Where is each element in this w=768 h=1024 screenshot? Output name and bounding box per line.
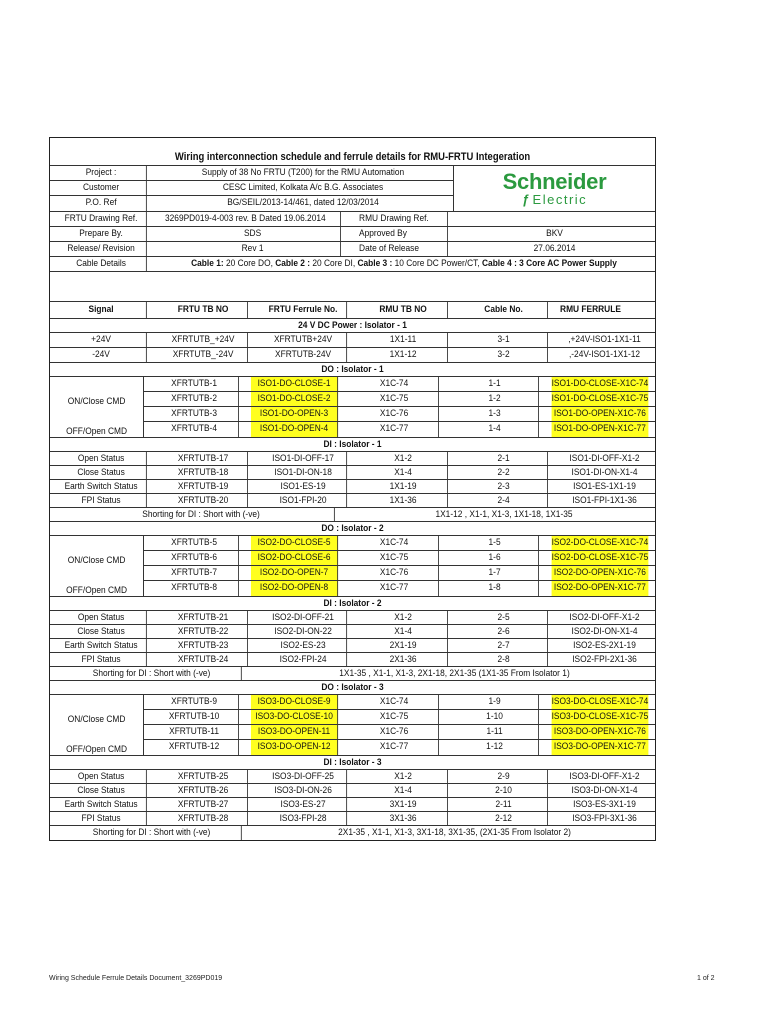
prepare-label: Prepare By. — [56, 227, 147, 241]
on-close-cmd-label: ON/Close CMD — [67, 714, 126, 725]
frtu-tb-cell: XFRTUTB-24 — [159, 653, 248, 666]
frtu-ferrule-cell: ISO2-DI-ON-22 — [260, 625, 347, 638]
table-row — [50, 625, 655, 639]
cable-label: Cable Details — [56, 257, 147, 271]
cable-no-cell: 2-7 — [460, 639, 548, 652]
frtu-drawing-value: 3269PD019-4-003 rev. B Dated 19.06.2014 — [165, 212, 341, 226]
command-labels — [50, 536, 144, 596]
project-row — [50, 166, 453, 181]
frtu-ferrule-cell: ISO1-DO-CLOSE-2 — [251, 392, 338, 406]
rmu-ferrule-cell: ISO2-DI-OFF-X1-2 — [569, 612, 640, 623]
signal-cell: Open Status — [56, 452, 147, 465]
frtu-drawing-label: FRTU Drawing Ref. — [56, 212, 147, 226]
rmu-tb-cell: X1C-77 — [350, 581, 439, 596]
table-row — [144, 695, 655, 710]
signal-cell: FPI Status — [56, 812, 147, 825]
table-row — [50, 494, 655, 508]
frtu-tb-cell: XFRTUTB-18 — [159, 466, 248, 479]
frtu-ferrule-cell: ISO2-DI-OFF-21 — [260, 611, 347, 624]
frtu-ferrule-cell: ISO2-DO-CLOSE-6 — [251, 551, 338, 565]
frtu-tb-cell: XFRTUTB-22 — [159, 625, 248, 638]
frtu-ferrule-cell: ISO3-DO-CLOSE-9 — [251, 695, 338, 709]
cable-no-cell: 2-4 — [460, 494, 548, 507]
logo-electric: Electric — [532, 191, 588, 207]
rmu-ferrule-cell: ISO2-DO-CLOSE-X1C-75 — [551, 552, 649, 563]
rmu-ferrule-cell: ISO1-DI-ON-X1-4 — [571, 467, 638, 478]
frtu-ferrule-cell: XFRTUTB-24V — [260, 348, 347, 362]
signal-cell: Earth Switch Status — [56, 798, 147, 811]
rmu-tb-cell: X1-4 — [359, 466, 448, 479]
cable-no-cell: 1-7 — [451, 566, 539, 580]
frtu-tb-cell: XFRTUTB-27 — [159, 798, 248, 811]
signal-cell: Earth Switch Status — [56, 480, 147, 493]
rmu-ferrule-cell: ISO2-DI-ON-X1-4 — [571, 626, 638, 637]
rmu-ferrule-cell: ISO2-DO-OPEN-X1C-76 — [552, 566, 649, 580]
signal-cell: Close Status — [56, 625, 147, 638]
rmu-tb-cell: 1X1-19 — [359, 480, 448, 493]
di-section-title — [50, 438, 655, 452]
frtu-tb-cell: XFRTUTB-1 — [150, 377, 239, 391]
header-info — [50, 166, 454, 211]
table-row — [144, 740, 655, 755]
frtu-ferrule-cell: ISO2-ES-23 — [260, 639, 347, 652]
frtu-ferrule-cell: ISO1-DO-OPEN-4 — [251, 422, 338, 437]
section-title: DO : Isolator - 3 — [321, 682, 384, 693]
rmu-ferrule-cell: ,+24V-ISO1-1X1-11 — [568, 334, 641, 345]
cable-no-cell: 2-2 — [460, 466, 548, 479]
frtu-tb-cell: XFRTUTB-28 — [159, 812, 248, 825]
signal-cell: Close Status — [56, 784, 147, 797]
rmu-tb-cell: 1X1-12 — [359, 348, 448, 362]
rmu-ferrule-cell: ISO1-DO-OPEN-X1C-76 — [552, 407, 649, 421]
cable-no-cell: 3-2 — [460, 348, 548, 362]
frtu-tb-cell: XFRTUTB-20 — [159, 494, 248, 507]
frtu-tb-cell: XFRTUTB-10 — [150, 710, 239, 724]
rmu-ferrule-cell: ISO2-ES-2X1-19 — [573, 640, 636, 651]
off-open-cmd-label: OFF/Open CMD — [66, 744, 128, 755]
rmu-tb-cell: 1X1-11 — [359, 333, 448, 347]
table-row — [144, 710, 655, 725]
col-cable-no: Cable No. — [460, 302, 548, 318]
cable-no-cell: 1-5 — [451, 536, 539, 550]
signal-cell: FPI Status — [56, 653, 147, 666]
rmu-ferrule-cell: ISO3-DO-OPEN-X1C-76 — [552, 725, 649, 739]
col-rmu-ferrule: RMU FERRULE — [560, 304, 621, 315]
rmu-drawing-value — [466, 212, 643, 226]
frtu-tb-cell: XFRTUTB-17 — [159, 452, 248, 465]
signal-cell: Earth Switch Status — [56, 639, 147, 652]
do-command-group — [50, 695, 655, 756]
table-row — [50, 466, 655, 480]
frtu-tb-cell: XFRTUTB_-24V — [159, 348, 248, 362]
po-value: BG/SEIL/2013-14/461, dated 12/03/2014 — [227, 197, 379, 208]
col-frtu-ferrule: FRTU Ferrule No. — [260, 302, 347, 318]
rmu-tb-cell: X1C-74 — [350, 695, 439, 709]
command-labels — [50, 377, 144, 437]
cable-no-cell: 2-3 — [460, 480, 548, 493]
footer-page-number: 1 of 2 — [697, 975, 715, 982]
rmu-tb-cell: 1X1-36 — [359, 494, 448, 507]
cable-no-cell: 1-11 — [451, 725, 539, 739]
rmu-tb-cell: X1C-74 — [350, 536, 439, 550]
cable-no-cell: 2-6 — [460, 625, 548, 638]
footer-document-name: Wiring Schedule Ferrule Details Document_3269PD019 — [49, 975, 223, 982]
column-header-row — [50, 302, 655, 319]
table-row — [50, 452, 655, 466]
cable-row — [50, 257, 655, 272]
rmu-ferrule-cell: ISO1-DO-CLOSE-X1C-74 — [551, 378, 649, 389]
off-open-cmd-label: OFF/Open CMD — [66, 585, 128, 596]
rmu-tb-cell: X1C-76 — [350, 566, 439, 580]
rmu-ferrule-cell: ISO3-DO-CLOSE-X1C-75 — [551, 711, 649, 722]
col-rmu-tb: RMU TB NO — [359, 302, 448, 318]
rmu-ferrule-cell: ISO2-FPI-2X1-36 — [572, 654, 637, 665]
cable-no-cell: 1-3 — [451, 407, 539, 421]
rmu-tb-cell: X1-4 — [359, 784, 448, 797]
table-row — [144, 581, 655, 596]
cable-no-cell: 2-10 — [460, 784, 548, 797]
rmu-tb-cell: X1C-75 — [350, 392, 439, 406]
release-label: Release/ Revision — [56, 242, 147, 256]
frtu-ferrule-cell: ISO3-DI-OFF-25 — [260, 770, 347, 783]
frtu-tb-cell: XFRTUTB-25 — [159, 770, 248, 783]
rmu-tb-cell: X1C-76 — [350, 407, 439, 421]
rmu-tb-cell: X1C-75 — [350, 551, 439, 565]
frtu-ferrule-cell: ISO3-DO-CLOSE-10 — [251, 710, 338, 724]
rmu-tb-cell: 3X1-19 — [359, 798, 448, 811]
table-row — [50, 333, 655, 348]
do-section-title — [50, 522, 655, 536]
shorting-row — [50, 508, 655, 522]
frtu-ferrule-cell: ISO1-FPI-20 — [260, 494, 347, 507]
shorting-label: Shorting for DI : Short with (-ve) — [62, 667, 242, 680]
rmu-ferrule-cell: ISO1-FPI-1X1-36 — [572, 495, 637, 506]
drawing-ref-row — [50, 212, 655, 227]
frtu-tb-cell: XFRTUTB-2 — [150, 392, 239, 406]
signal-cell: +24V — [56, 333, 147, 347]
frtu-ferrule-cell: ISO2-FPI-24 — [260, 653, 347, 666]
cable-no-cell: 2-8 — [460, 653, 548, 666]
table-row — [50, 784, 655, 798]
date-label: Date of Release — [359, 242, 448, 256]
rmu-ferrule-cell: ISO3-FPI-3X1-36 — [572, 813, 637, 824]
table-row — [50, 611, 655, 625]
header-block — [50, 166, 655, 212]
rmu-tb-cell: X1C-77 — [350, 740, 439, 755]
frtu-ferrule-cell: ISO3-DO-OPEN-11 — [251, 725, 338, 739]
frtu-tb-cell: XFRTUTB-9 — [150, 695, 239, 709]
date-value: 27.06.2014 — [533, 243, 576, 254]
logo-mark-icon: ƒ — [521, 191, 531, 207]
frtu-tb-cell: XFRTUTB-26 — [159, 784, 248, 797]
rmu-tb-cell: X1C-75 — [350, 710, 439, 724]
shorting-label: Shorting for DI : Short with (-ve) — [68, 508, 335, 521]
rmu-tb-cell: X1-2 — [359, 770, 448, 783]
frtu-ferrule-cell: ISO1-ES-19 — [260, 480, 347, 493]
po-label: P.O. Ref — [56, 196, 147, 211]
shorting-value: 1X1-35 , X1-1, X1-3, 2X1-18, 2X1-35 (1X1-35 From Isolator 1) — [339, 668, 570, 679]
frtu-ferrule-cell: ISO3-FPI-28 — [260, 812, 347, 825]
frtu-ferrule-cell: ISO3-ES-27 — [260, 798, 347, 811]
frtu-ferrule-cell: ISO1-DI-ON-18 — [260, 466, 347, 479]
frtu-tb-cell: XFRTUTB-7 — [150, 566, 239, 580]
rmu-tb-cell: 3X1-36 — [359, 812, 448, 825]
frtu-tb-cell: XFRTUTB-5 — [150, 536, 239, 550]
customer-label: Customer — [56, 181, 147, 195]
cable-no-cell: 1-10 — [451, 710, 539, 724]
rmu-tb-cell: X1-4 — [359, 625, 448, 638]
shorting-row — [50, 826, 655, 840]
frtu-tb-cell: XFRTUTB-12 — [150, 740, 239, 755]
cable-no-cell: 1-6 — [451, 551, 539, 565]
logo-subline — [522, 193, 587, 207]
table-row — [50, 770, 655, 784]
shorting-value: 2X1-35 , X1-1, X1-3, 3X1-18, 3X1-35, (2X1-35 From Isolator 2) — [338, 827, 571, 838]
rmu-ferrule-cell: ISO3-DI-OFF-X1-2 — [569, 771, 640, 782]
rmu-tb-cell: X1C-77 — [350, 422, 439, 437]
rmu-ferrule-cell: ISO1-DI-OFF-X1-2 — [569, 453, 640, 464]
cable-no-cell: 2-12 — [460, 812, 548, 825]
cable-no-cell: 1-8 — [451, 581, 539, 596]
cable-no-cell: 1-4 — [451, 422, 539, 437]
section-title: DI : Isolator - 3 — [323, 757, 382, 768]
frtu-ferrule-cell: XFRTUTB+24V — [260, 333, 347, 347]
frtu-ferrule-cell: ISO2-DO-OPEN-7 — [251, 566, 338, 580]
frtu-tb-cell: XFRTUTB-6 — [150, 551, 239, 565]
rmu-tb-cell: X1-2 — [359, 452, 448, 465]
table-row — [144, 377, 655, 392]
table-row — [50, 639, 655, 653]
frtu-tb-cell: XFRTUTB-21 — [159, 611, 248, 624]
frtu-tb-cell: XFRTUTB-3 — [150, 407, 239, 421]
frtu-ferrule-cell: ISO3-DO-OPEN-12 — [251, 740, 338, 755]
frtu-tb-cell: XFRTUTB_+24V — [159, 333, 248, 347]
cable-details: Cable 1: 20 Core DO, Cable 2 : 20 Core DI, Cable 3 : 10 Core DC Power/CT, Cable 4 : 3 Core AC Power Supply — [191, 258, 617, 269]
col-signal: Signal — [56, 302, 147, 318]
cable-no-cell: 1-12 — [451, 740, 539, 755]
section-title: 24 V DC Power : Isolator - 1 — [298, 320, 407, 331]
col-frtu-tb: FRTU TB NO — [159, 302, 248, 318]
signal-cell: FPI Status — [56, 494, 147, 507]
cable-no-cell: 1-9 — [451, 695, 539, 709]
document-title: Wiring interconnection schedule and ferrule details for RMU-FRTU Integeration — [174, 151, 531, 163]
cable-no-cell: 2-11 — [460, 798, 548, 811]
do-section-title — [50, 681, 655, 695]
cable-no-cell: 1-2 — [451, 392, 539, 406]
po-row — [50, 196, 453, 211]
frtu-tb-cell: XFRTUTB-8 — [150, 581, 239, 596]
prepare-value: SDS — [165, 227, 341, 241]
rmu-tb-cell: X1-2 — [359, 611, 448, 624]
title-row — [50, 138, 655, 166]
on-close-cmd-label: ON/Close CMD — [67, 396, 126, 407]
frtu-ferrule-cell: ISO1-DI-OFF-17 — [260, 452, 347, 465]
table-row — [144, 407, 655, 422]
customer-row — [50, 181, 453, 196]
do-command-group — [50, 536, 655, 597]
shorting-label: Shorting for DI : Short with (-ve) — [62, 826, 242, 840]
section-title: DO : Isolator - 2 — [321, 523, 384, 534]
wiring-schedule-sheet — [49, 137, 656, 841]
table-row — [50, 348, 655, 363]
signal-cell: -24V — [56, 348, 147, 362]
command-labels — [50, 695, 144, 755]
rmu-ferrule-cell: ISO3-ES-3X1-19 — [573, 799, 636, 810]
rmu-ferrule-cell: ISO2-DO-CLOSE-X1C-74 — [551, 537, 649, 548]
rmu-ferrule-cell: ISO1-DO-CLOSE-X1C-75 — [551, 393, 649, 404]
rmu-tb-cell: X1C-74 — [350, 377, 439, 391]
power-section-title — [50, 319, 655, 333]
do-command-group — [50, 377, 655, 438]
table-row — [144, 422, 655, 437]
table-row — [144, 536, 655, 551]
signal-cell: Open Status — [56, 770, 147, 783]
release-value: Rev 1 — [165, 242, 341, 256]
cable-no-cell: 2-9 — [460, 770, 548, 783]
frtu-tb-cell: XFRTUTB-19 — [159, 480, 248, 493]
do-section-title — [50, 363, 655, 377]
rmu-ferrule-cell: ISO3-DO-OPEN-X1C-77 — [552, 740, 649, 755]
rmu-ferrule-cell: ISO2-DO-OPEN-X1C-77 — [552, 581, 649, 596]
rmu-ferrule-cell: ISO3-DO-CLOSE-X1C-74 — [551, 696, 649, 707]
frtu-ferrule-cell: ISO2-DO-OPEN-8 — [251, 581, 338, 596]
customer-value: CESC Limited, Kolkata A/c B.G. Associates — [222, 182, 384, 193]
schneider-logo — [454, 166, 655, 211]
rmu-tb-cell: 2X1-36 — [359, 653, 448, 666]
approved-label: Approved By — [359, 227, 448, 241]
frtu-ferrule-cell: ISO1-DO-CLOSE-1 — [251, 377, 338, 391]
rmu-ferrule-cell: ,-24V-ISO1-1X1-12 — [568, 349, 641, 360]
cable-no-cell: 2-5 — [460, 611, 548, 624]
section-title: DI : Isolator - 1 — [323, 439, 382, 450]
shorting-value: 1X1-12 , X1-1, X1-3, 1X1-18, 1X1-35 — [435, 509, 573, 520]
table-row — [50, 798, 655, 812]
table-row — [50, 653, 655, 667]
rmu-tb-cell: 2X1-19 — [359, 639, 448, 652]
table-row — [144, 551, 655, 566]
di-section-title — [50, 756, 655, 770]
signal-cell: Close Status — [56, 466, 147, 479]
release-row — [50, 242, 655, 257]
table-row — [144, 725, 655, 740]
approved-value: BKV — [546, 228, 563, 239]
section-title: DI : Isolator - 2 — [323, 598, 382, 609]
table-body — [50, 319, 655, 840]
di-section-title — [50, 597, 655, 611]
cable-no-cell: 3-1 — [460, 333, 548, 347]
signal-cell: Open Status — [56, 611, 147, 624]
rmu-drawing-label: RMU Drawing Ref. — [359, 212, 448, 226]
frtu-tb-cell: XFRTUTB-23 — [159, 639, 248, 652]
table-row — [50, 812, 655, 826]
rmu-tb-cell: X1C-76 — [350, 725, 439, 739]
blank-row — [50, 272, 655, 302]
rmu-ferrule-cell: ISO3-DI-ON-X1-4 — [571, 785, 638, 796]
shorting-row — [50, 667, 655, 681]
frtu-ferrule-cell: ISO2-DO-CLOSE-5 — [251, 536, 338, 550]
frtu-ferrule-cell: ISO3-DI-ON-26 — [260, 784, 347, 797]
prepare-row — [50, 227, 655, 242]
frtu-tb-cell: XFRTUTB-4 — [150, 422, 239, 437]
frtu-tb-cell: XFRTUTB-11 — [150, 725, 239, 739]
cable-no-cell: 2-1 — [460, 452, 548, 465]
table-row — [50, 480, 655, 494]
logo-wordmark: Schneider — [502, 168, 607, 194]
rmu-ferrule-cell: ISO1-ES-1X1-19 — [573, 481, 636, 492]
cable-no-cell: 1-1 — [451, 377, 539, 391]
table-row — [144, 392, 655, 407]
on-close-cmd-label: ON/Close CMD — [67, 555, 126, 566]
frtu-ferrule-cell: ISO1-DO-OPEN-3 — [251, 407, 338, 421]
project-value: Supply of 38 No FRTU (T200) for the RMU Automation — [201, 167, 405, 178]
table-row — [144, 566, 655, 581]
rmu-ferrule-cell: ISO1-DO-OPEN-X1C-77 — [552, 422, 649, 437]
section-title: DO : Isolator - 1 — [321, 364, 384, 375]
off-open-cmd-label: OFF/Open CMD — [66, 426, 128, 437]
project-label: Project : — [56, 166, 147, 180]
